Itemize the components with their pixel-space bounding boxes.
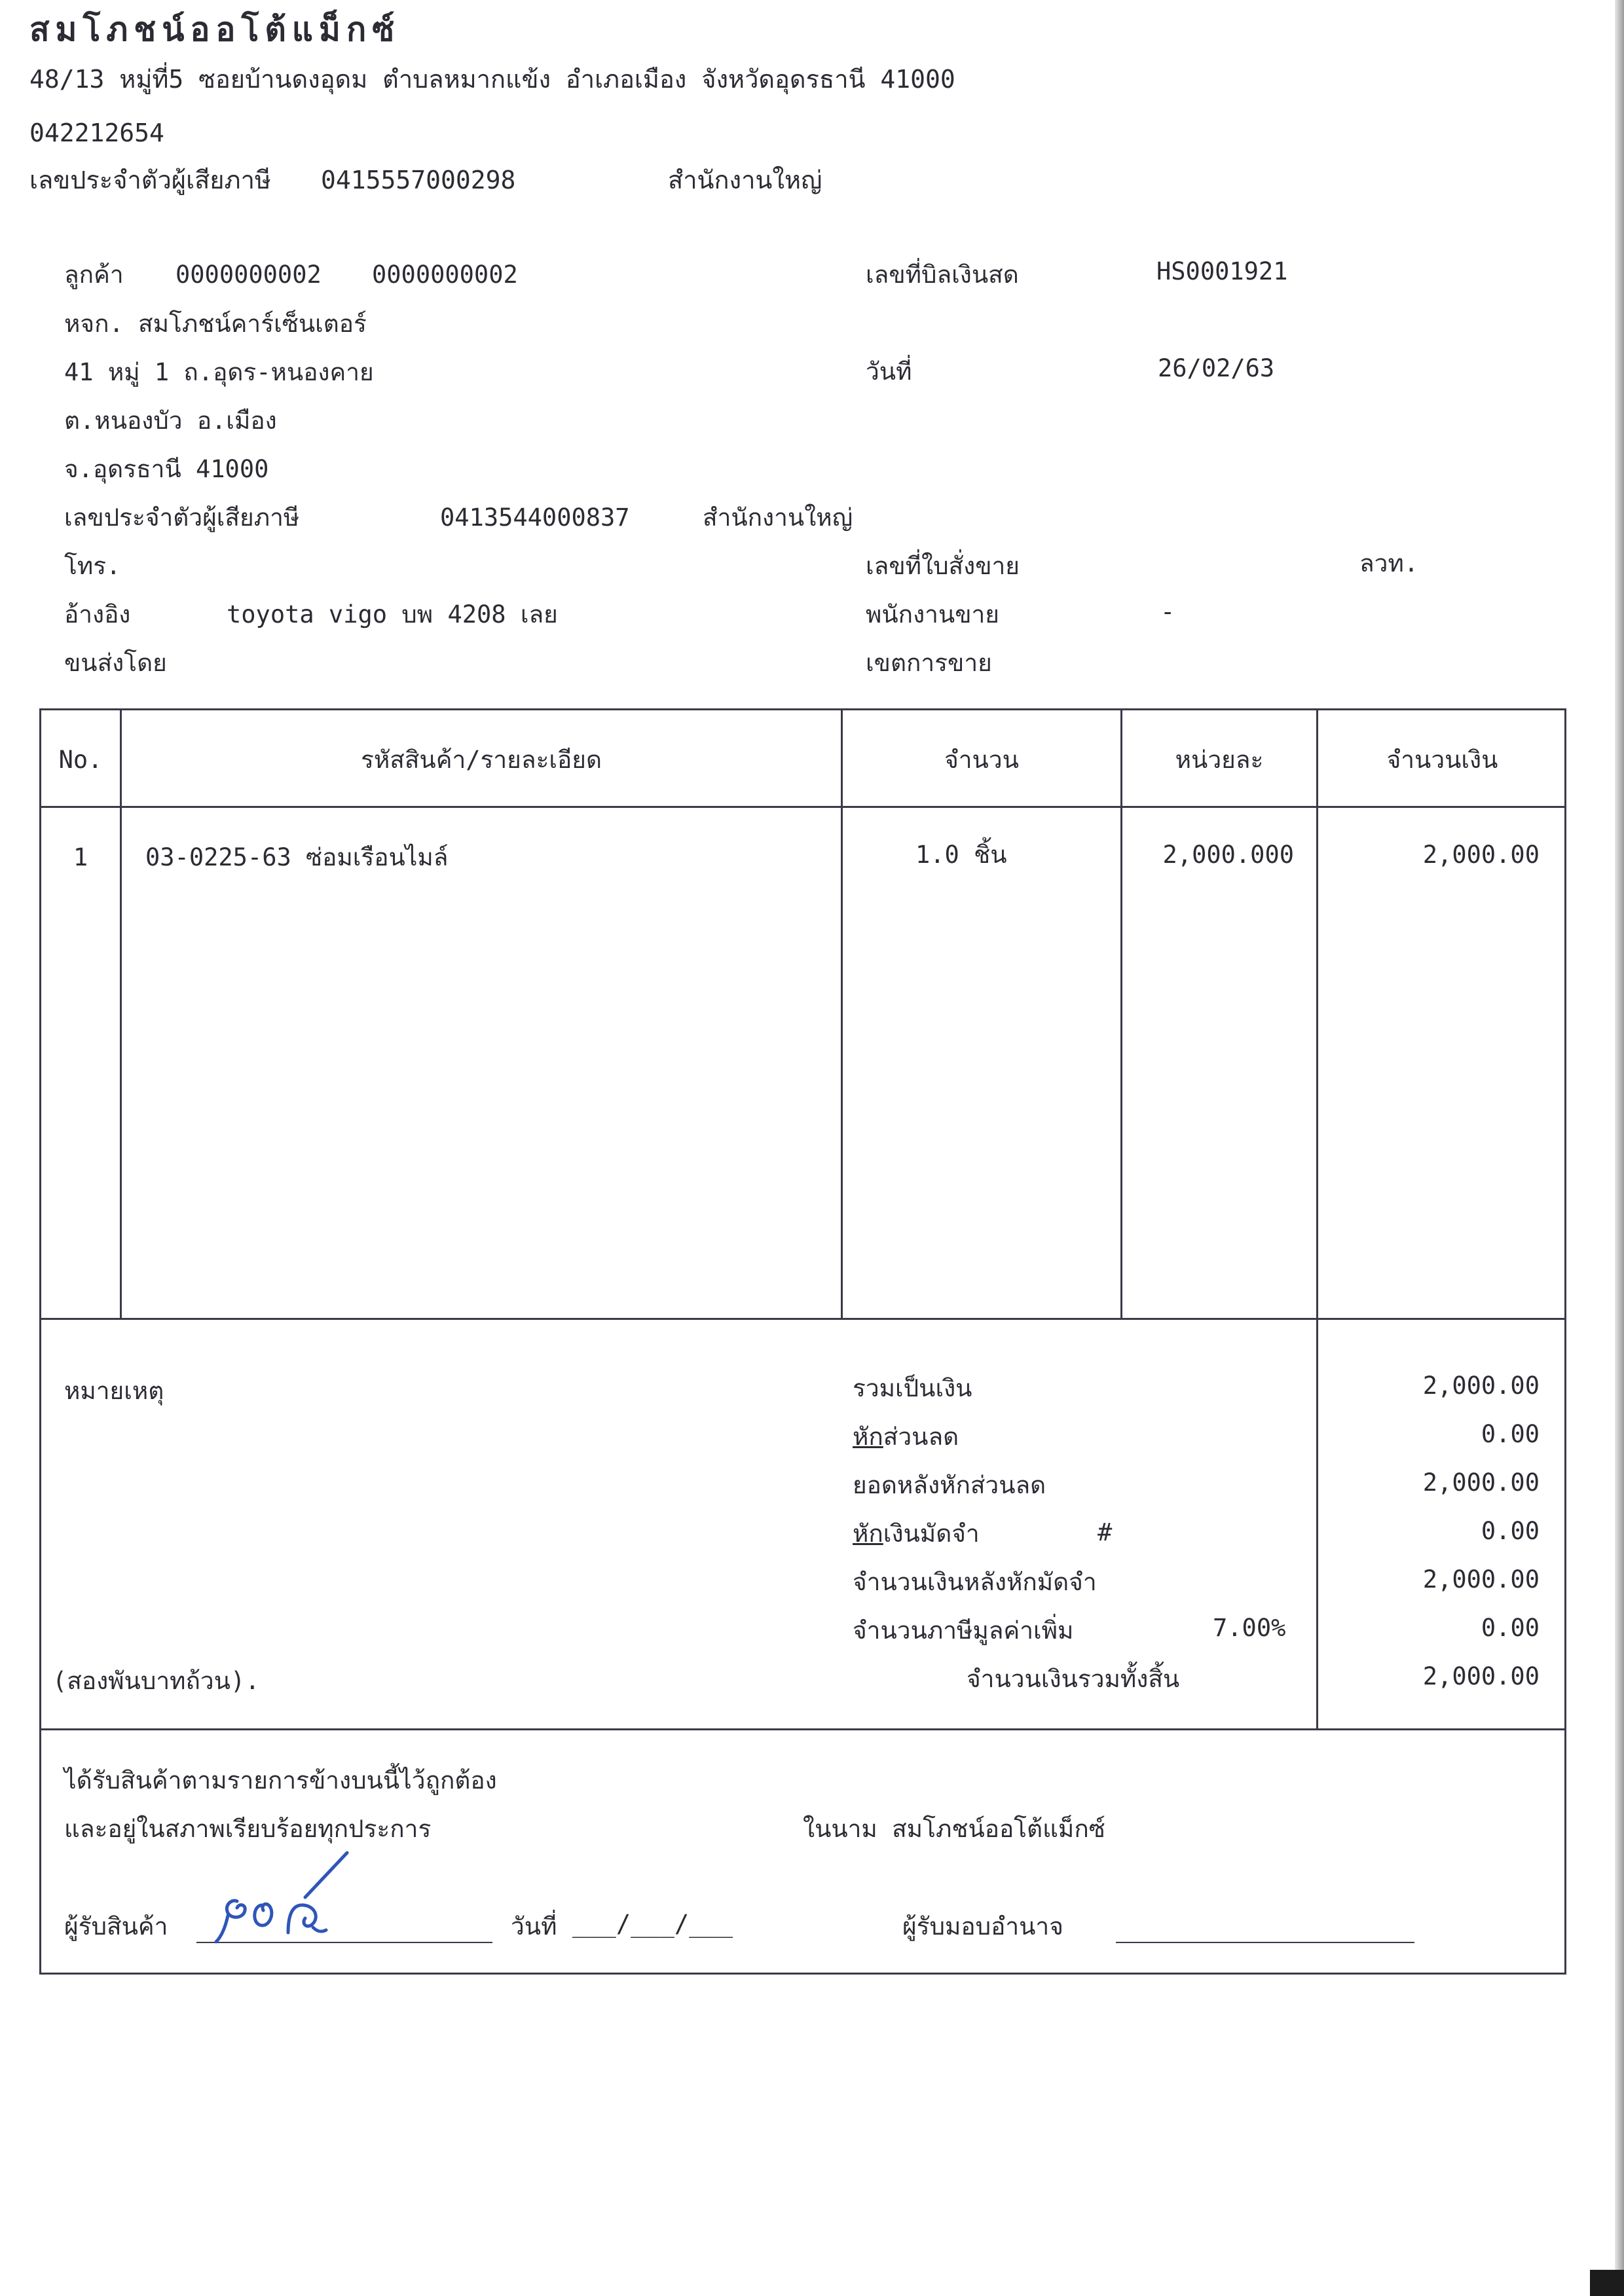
amount-in-words: (สองพันบาทถ้วน). [52,1667,260,1695]
shipping-label: ขนส่งโดย [64,649,167,677]
row-amount: 2,000.00 [1422,841,1540,869]
receive-date-label: วันที่ [511,1912,557,1941]
column-divider [841,708,843,1320]
column-header-description: รหัสสินค้า/รายละเอียด [361,746,602,774]
grand-total-value: 2,000.00 [1422,1662,1540,1690]
company-address: 48/13 หมู่ที่5 ซอยบ้านดงอุดม ตำบลหมากแข้ง อำเภอเมือง จังหวัดอุดรธานี 41000 [29,65,955,94]
sales-order-label: เลขที่ใบสั่งขาย [866,552,1020,580]
company-branch: สำนักงานใหญ่ [668,166,822,194]
customer-tax-id: 0413544000837 [440,503,630,532]
deposit-value: 0.00 [1481,1517,1540,1545]
after-discount-label: ยอดหลังหักส่วนลด [853,1471,1046,1499]
company-tax-id: 0415557000298 [321,166,516,194]
authorized-label: ผู้รับมอบอำนาจ [902,1912,1063,1941]
vat-value: 0.00 [1481,1614,1540,1642]
deposit-prefix: หัก [853,1520,883,1548]
customer-code: 0000000002 [175,261,322,289]
discount-label: หักส่วนลด [853,1423,959,1451]
column-header-unit-price: หน่วยละ [1175,746,1264,774]
customer-phone-label: โทร. [64,552,121,580]
row-description: 03-0225-63 ซ่อมเรือนไมล์ [145,843,449,871]
sales-area-label: เขตการขาย [866,649,992,677]
company-phone: 042212654 [29,118,164,147]
discount-prefix: หัก [853,1423,883,1451]
after-discount-value: 2,000.00 [1422,1468,1540,1497]
receiver-label: ผู้รับสินค้า [64,1912,168,1941]
customer-address-line: จ.อุดรธานี 41000 [64,455,269,483]
column-header-amount: จำนวนเงิน [1386,746,1498,774]
received-statement: ได้รับสินค้าตามรายการข้างบนนี้ไว้ถูกต้อง [64,1766,497,1795]
authorized-signature-line [1116,1942,1414,1943]
customer-tax-label: เลขประจำตัวผู้เสียภาษี [64,503,300,532]
customer-code-2: 0000000002 [372,261,518,289]
row-quantity: 1.0 ชิ้น [915,841,1007,869]
scan-corner-mark [1590,2270,1624,2296]
row-unit-price: 2,000.000 [1162,841,1294,869]
receiver-signature [208,1850,365,1948]
remark-label: หมายเหตุ [64,1377,164,1405]
column-divider [1316,708,1318,1320]
customer-address-line: ต.หนองบัว อ.เมือง [64,407,277,435]
customer-address-line: 41 หมู่ 1 ถ.อุดร-หนองคาย [64,358,374,386]
grand-total-label: จำนวนเงินรวมทั้งสิ้น [967,1665,1180,1693]
after-deposit-value: 2,000.00 [1422,1565,1540,1594]
salesperson-value: - [1160,598,1175,626]
deposit-label: หักเงินมัดจำ [853,1520,980,1548]
on-behalf-of: ในนาม สมโภชน์ออโต้แม็กซ์ [803,1815,1105,1843]
customer-branch: สำนักงานใหญ่ [703,503,853,532]
items-table [39,708,1566,1320]
column-divider [1120,708,1122,1320]
discount-value: 0.00 [1481,1420,1540,1448]
receive-date-blank: ___/___/___ [572,1910,733,1938]
table-header-divider [39,806,1566,808]
bill-number: HS0001921 [1156,257,1288,285]
bill-date-label: วันที่ [866,357,912,386]
total-label: รวมเป็นเงิน [853,1374,972,1402]
deposit-mark: # [1098,1518,1113,1546]
received-condition: และอยู่ในสภาพเรียบร้อยทุกประการ [64,1815,432,1843]
vat-label: จำนวนภาษีมูลค่าเพิ่ม [853,1616,1074,1645]
bill-number-label: เลขที่บิลเงินสด [866,261,1019,289]
column-header-no: No. [58,746,103,774]
column-header-quantity: จำนวน [944,746,1019,774]
reference-label: อ้างอิง [64,600,131,629]
vat-rate: 7.00% [1213,1614,1286,1642]
scan-edge-shadow [1615,0,1624,2296]
company-tax-label: เลขประจำตัวผู้เสียภาษี [29,166,271,194]
company-name: สมโภชน์ออโต้แม็กซ์ [29,10,401,48]
sales-order-value: ลวท. [1359,549,1419,577]
total-value: 2,000.00 [1422,1372,1540,1400]
after-deposit-label: จำนวนเงินหลังหักมัดจำ [853,1568,1097,1596]
reference-value: toyota vigo บพ 4208 เลย [227,600,558,629]
bill-date: 26/02/63 [1158,354,1275,382]
row-number: 1 [73,843,88,871]
customer-label: ลูกค้า [64,261,124,289]
customer-name: หจก. สมโภชน์คาร์เซ็นเตอร์ [64,310,367,338]
salesperson-label: พนักงานขาย [866,600,999,629]
column-divider [120,708,122,1320]
